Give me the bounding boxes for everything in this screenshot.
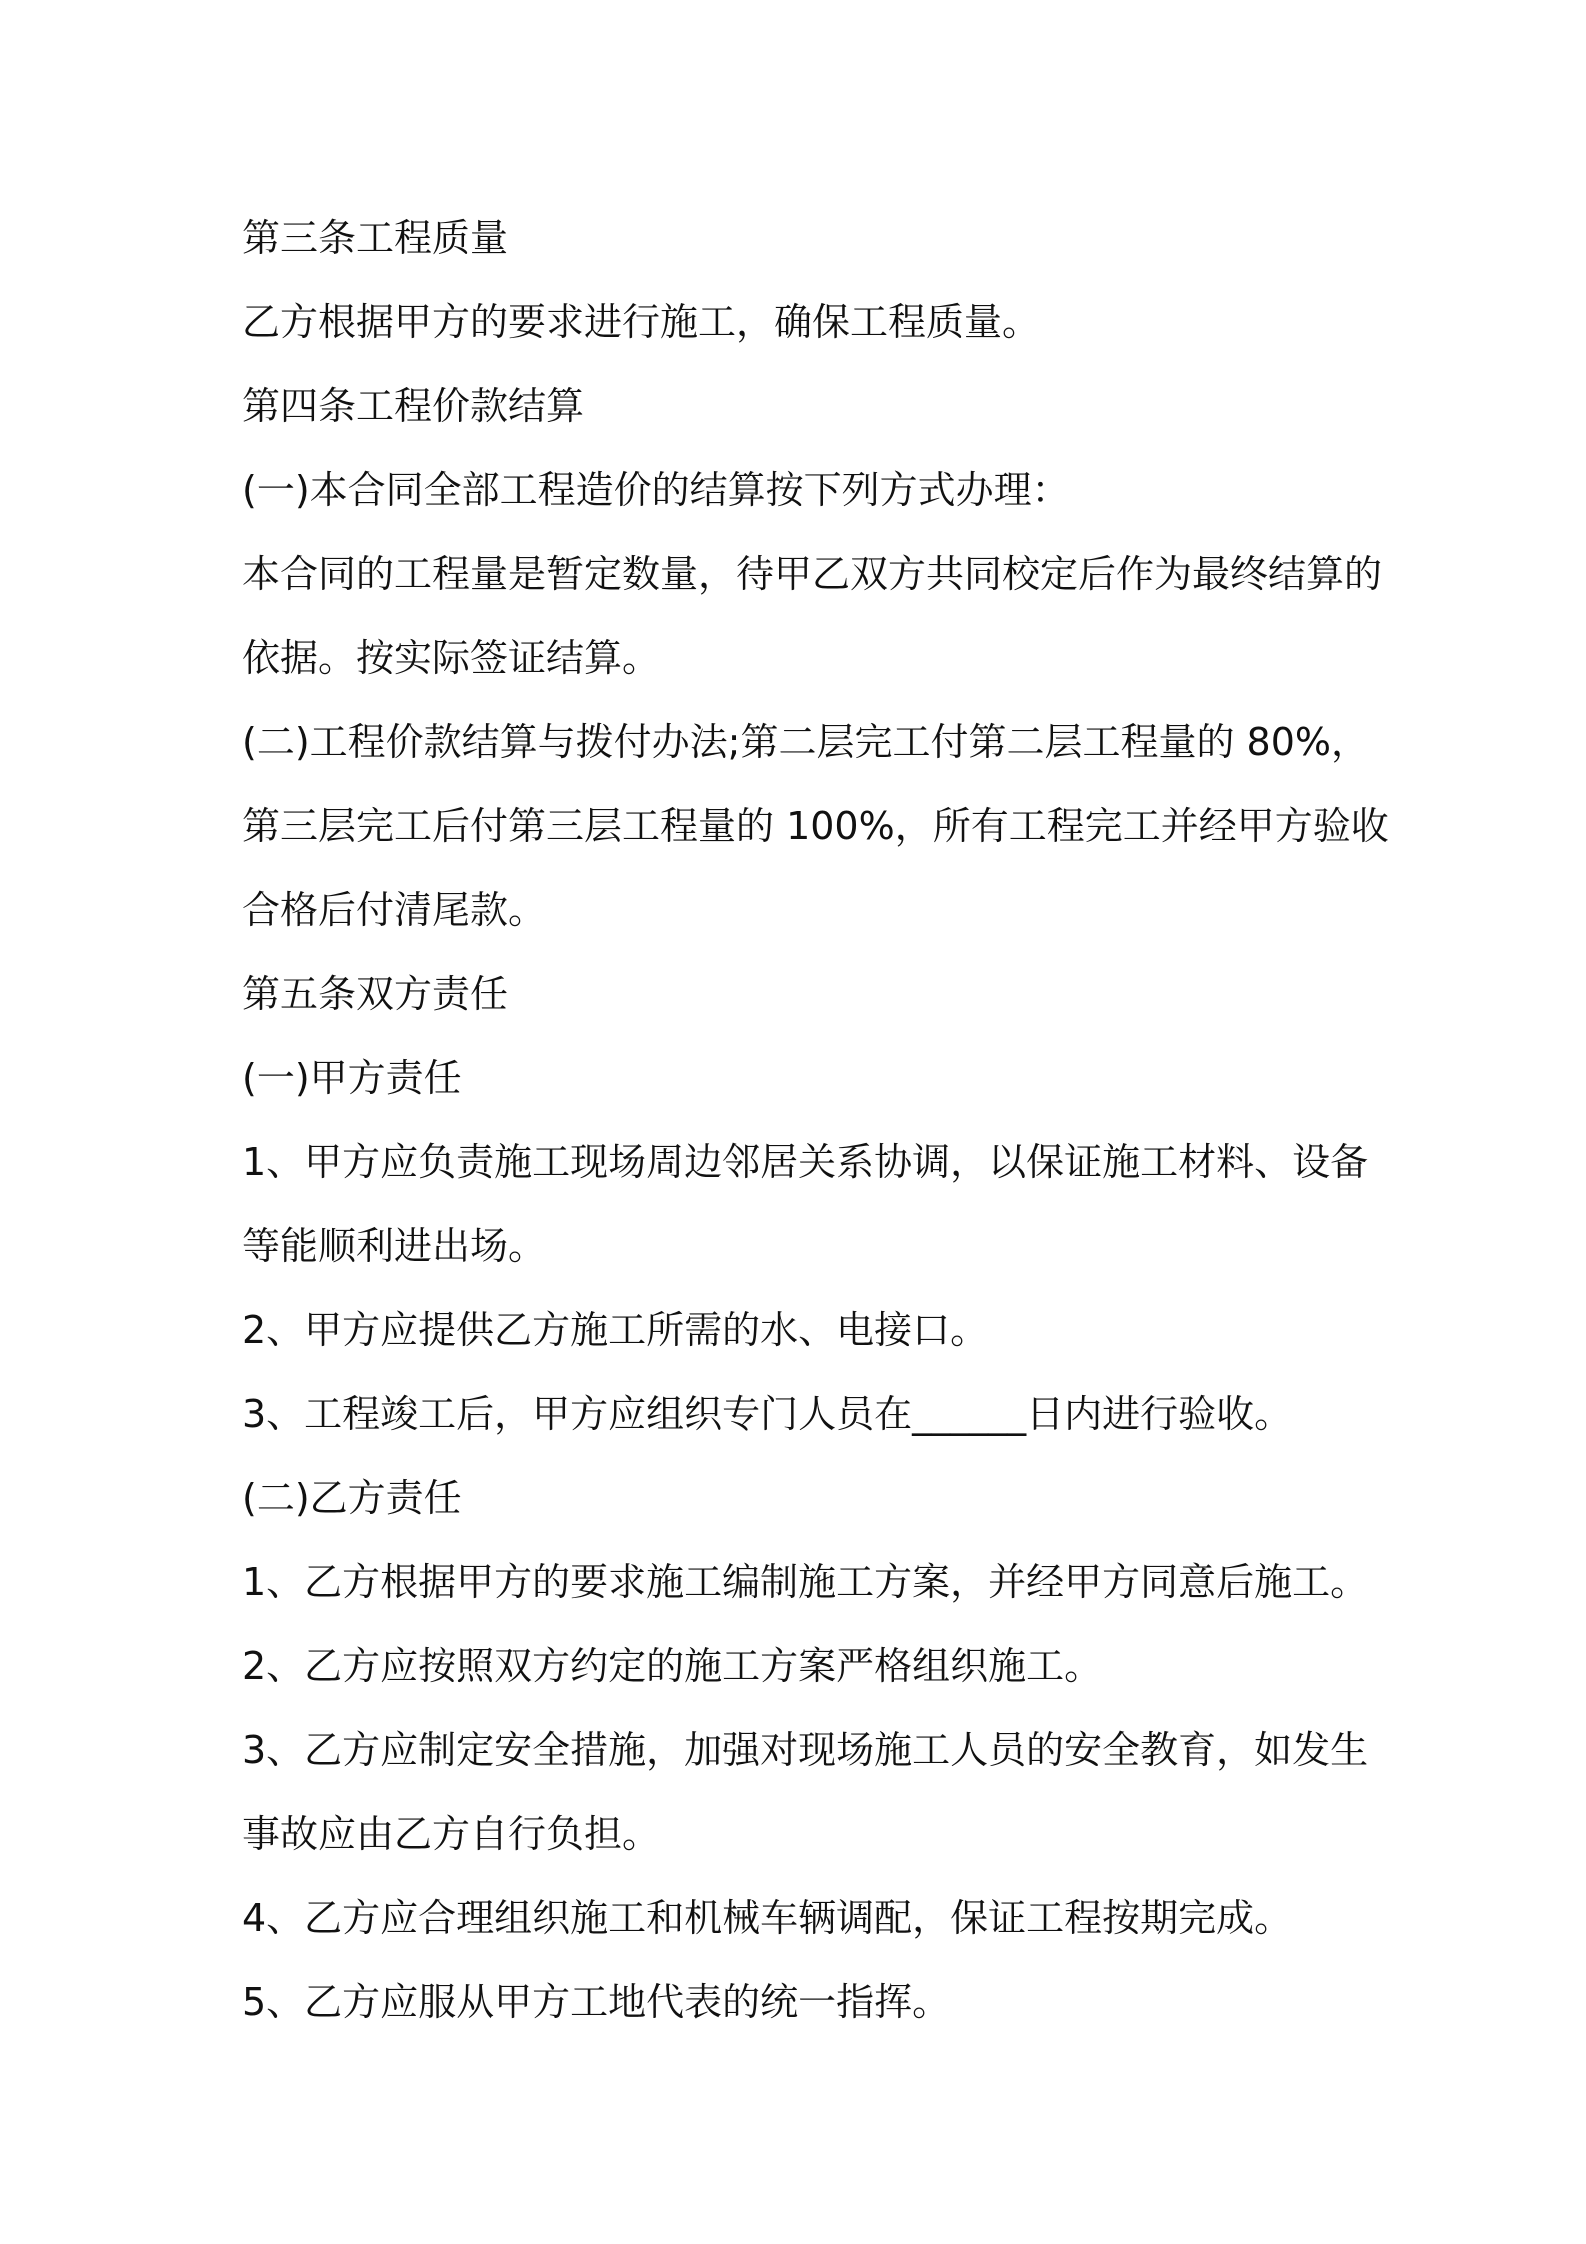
document-body	[242, 196, 1389, 2044]
article-3-heading: 第三条工程质量	[242, 216, 509, 260]
list-item: 事故应由乙方自行负担。	[242, 1812, 661, 1856]
list-item: 2、乙方应按照双方约定的施工方案严格组织施工。	[242, 1644, 1103, 1688]
paragraph: 依据。按实际签证结算。	[242, 636, 661, 680]
list-item: 等能顺利进出场。	[242, 1224, 547, 1268]
paragraph: 第三层完工后付第三层工程量的 100%，所有工程完工并经甲方验收	[242, 804, 1389, 848]
paragraph: 本合同的工程量是暂定数量，待甲乙双方共同校定后作为最终结算的	[242, 552, 1383, 596]
list-item: 3、乙方应制定安全措施，加强对现场施工人员的安全教育，如发生	[242, 1728, 1369, 1772]
paragraph: (一)本合同全部工程造价的结算按下列方式办理：	[242, 468, 1070, 512]
paragraph: 乙方根据甲方的要求进行施工，确保工程质量。	[242, 300, 1041, 344]
list-item: 1、甲方应负责施工现场周边邻居关系协调，以保证施工材料、设备	[242, 1140, 1369, 1184]
subsection-heading: (一)甲方责任	[242, 1056, 462, 1100]
list-item: 5、乙方应服从甲方工地代表的统一指挥。	[242, 1980, 951, 2024]
list-item: 1、乙方根据甲方的要求施工编制施工方案，并经甲方同意后施工。	[242, 1560, 1369, 1604]
list-item: 3、工程竣工后，甲方应组织专门人员在______日内进行验收。	[242, 1392, 1293, 1436]
subsection-heading: (二)乙方责任	[242, 1476, 462, 1520]
list-item: 4、乙方应合理组织施工和机械车辆调配，保证工程按期完成。	[242, 1896, 1293, 1940]
article-4-heading: 第四条工程价款结算	[242, 384, 585, 428]
list-item: 2、甲方应提供乙方施工所需的水、电接口。	[242, 1308, 989, 1352]
paragraph: 合格后付清尾款。	[242, 888, 547, 932]
article-5-heading: 第五条双方责任	[242, 972, 509, 1016]
paragraph: (二)工程价款结算与拨付办法;第二层完工付第二层工程量的 80%，	[242, 720, 1369, 764]
